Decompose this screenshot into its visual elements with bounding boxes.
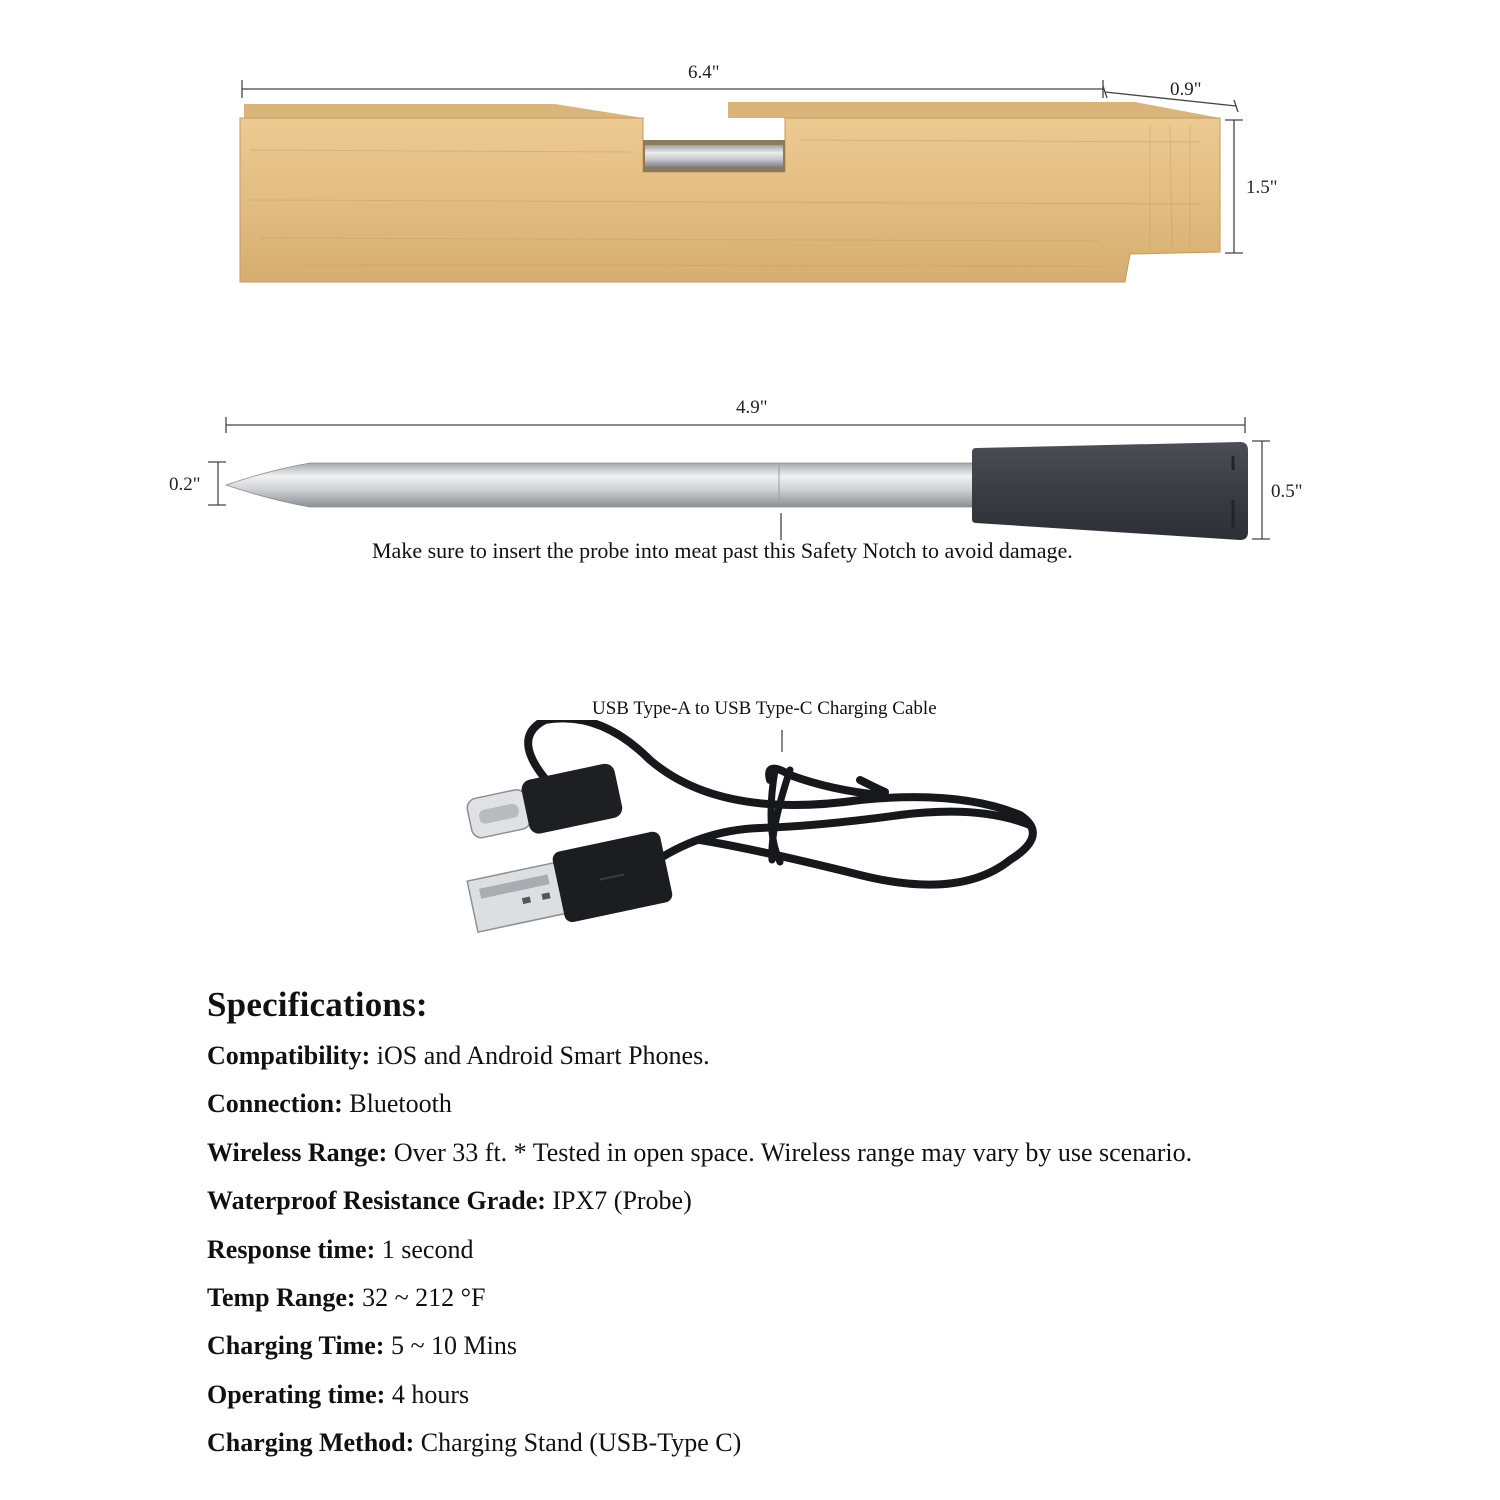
spec-key: Operating time:	[207, 1379, 386, 1409]
stand-depth-label: 0.9"	[1170, 79, 1202, 100]
spec-row-charging-method	[207, 1428, 1407, 1476]
spec-key: Connection:	[207, 1089, 343, 1119]
spec-row-connection	[207, 1089, 1407, 1137]
spec-value: Bluetooth	[349, 1089, 452, 1119]
spec-key: Charging Time:	[207, 1331, 385, 1361]
spec-value: Charging Stand (USB-Type C)	[420, 1428, 742, 1458]
safety-notch-note: Make sure to insert the probe into meat past this Safety Notch to avoid damage.	[372, 538, 1073, 563]
spec-row-compatibility	[207, 1041, 1407, 1089]
spec-row-temp-range	[207, 1283, 1407, 1331]
spec-value: IPX7 (Probe)	[552, 1186, 692, 1216]
spec-row-response-time	[207, 1235, 1407, 1283]
stand-height-label: 1.5"	[1246, 177, 1278, 198]
usb-cable-illustration	[0, 720, 1500, 960]
spec-key: Temp Range:	[207, 1282, 356, 1312]
probe-handle-diameter-label: 0.5"	[1271, 481, 1303, 502]
spec-key: Wireless Range:	[207, 1137, 388, 1167]
spec-row-charging-time	[207, 1331, 1407, 1379]
spec-row-wireless-range	[207, 1138, 1407, 1186]
specifications-title: Specifications:	[207, 985, 428, 1024]
spec-value: iOS and Android Smart Phones.	[376, 1041, 710, 1070]
specifications-section	[207, 985, 1407, 1477]
probe-tip-diameter-label: 0.2"	[169, 474, 201, 495]
spec-key: Compatibility:	[207, 1041, 371, 1070]
spec-value: 5 ~ 10 Mins	[390, 1331, 517, 1361]
cable-label: USB Type-A to USB Type-C Charging Cable	[592, 698, 937, 719]
spec-value: 32 ~ 212 °F	[362, 1282, 486, 1312]
spec-row-waterproof	[207, 1186, 1407, 1234]
spec-row-operating-time	[207, 1380, 1407, 1428]
spec-value: 1 second	[381, 1234, 474, 1264]
spec-key: Waterproof Resistance Grade:	[207, 1186, 546, 1216]
stand-length-label: 6.4"	[688, 62, 720, 83]
spec-value: 4 hours	[391, 1379, 470, 1409]
spec-key: Charging Method:	[207, 1428, 415, 1458]
probe-length-label: 4.9"	[736, 397, 768, 418]
spec-key: Response time:	[207, 1234, 376, 1264]
charging-stand-illustration	[0, 0, 1500, 320]
spec-value: Over 33 ft. * Tested in open space. Wireless range may vary by use scenario.	[393, 1137, 1193, 1167]
